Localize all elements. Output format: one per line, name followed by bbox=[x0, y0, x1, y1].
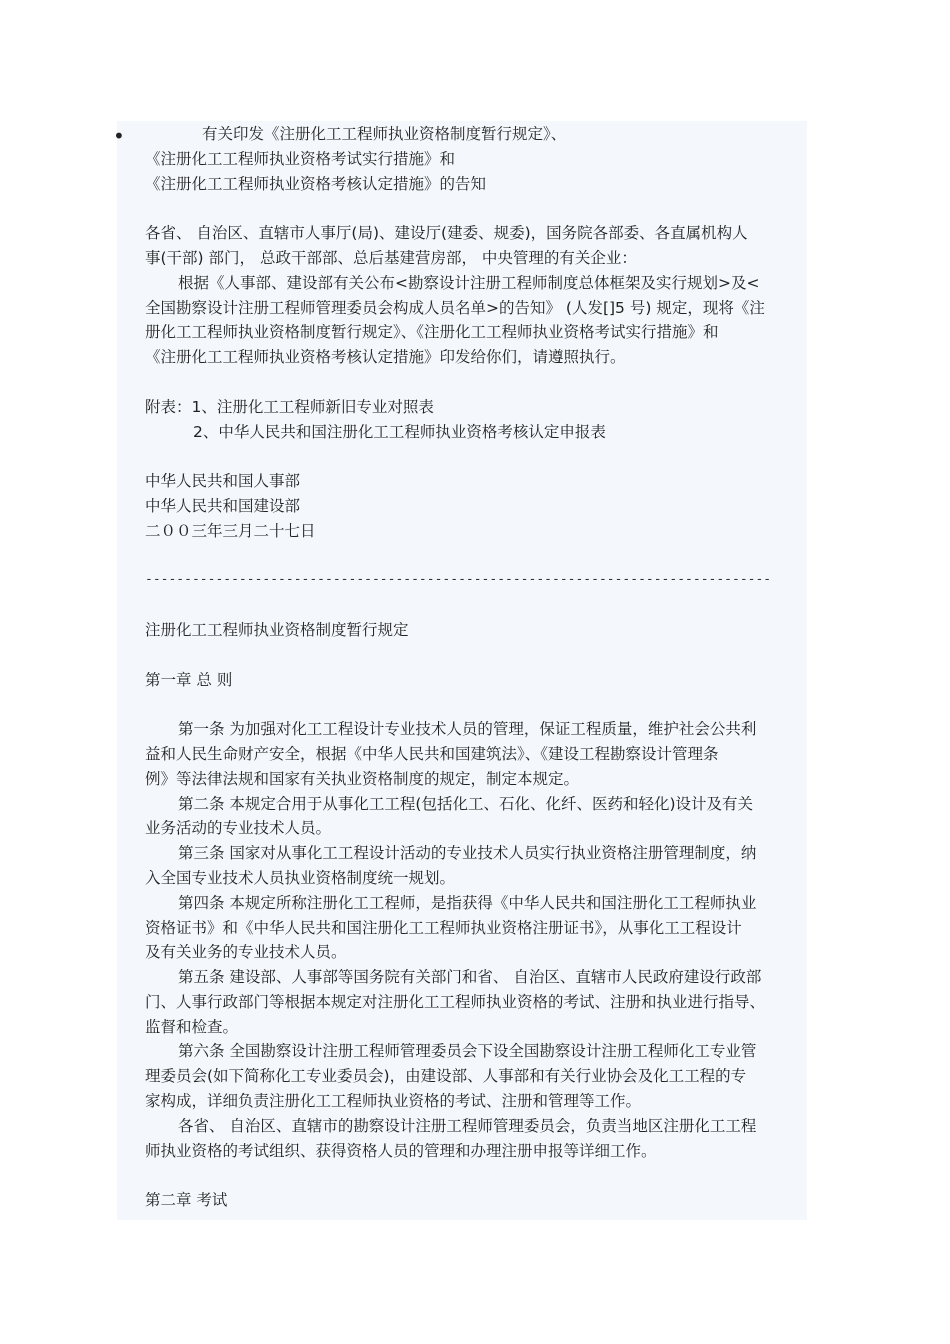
article-2-line-2: 业务活动的专业技术人员。 bbox=[145, 819, 332, 838]
notice-title-line-3: 《注册化工工程师执业资格考核认定措施》的告知 bbox=[145, 174, 487, 193]
article-1-line-3: 例》等法律法规和国家有关执业资格制度的规定，制定本规定。 bbox=[145, 769, 580, 788]
article-5-line-2: 门、人事行政部门等根据本规定对注册化工工程师执业资格的考试、注册和执业进行指导、 bbox=[145, 992, 766, 1011]
article-6-paragraph-2-line-1: 各省、 自治区、直辖市的勘察设计注册工程师管理委员会，负责当地区注册化工工程 bbox=[178, 1116, 757, 1135]
body-line-1: 根据《人事部、建设部有关公布<勘察设计注册工程师制度总体框架及实行规划>及< bbox=[178, 273, 760, 292]
bullet-icon: • bbox=[113, 124, 125, 148]
chapter-2-title: 第二章 考试 bbox=[145, 1191, 228, 1210]
attachment-1: 附表：1、注册化工工程师新旧专业对照表 bbox=[145, 397, 434, 416]
notice-title-line-1: 有关印发《注册化工工程师执业资格制度暂行规定》、 bbox=[202, 125, 567, 143]
attachment-2: 2、中华人民共和国注册化工工程师执业资格考核认定申报表 bbox=[193, 422, 606, 441]
article-5-line-1: 第五条 建设部、人事部等国务院有关部门和省、 自治区、直辖市人民政府建设行政部 bbox=[178, 968, 762, 987]
article-5-line-3: 监督和检查。 bbox=[145, 1017, 239, 1036]
body-line-2: 全国勘察设计注册工程师管理委员会构成人员名单>的告知》 (人发[]5 号) 规定，现将《注 bbox=[145, 298, 765, 317]
article-1-line-1: 第一条 为加强对化工工程设计专业技术人员的管理，保证工程质量，维护社会公共利 bbox=[178, 720, 757, 739]
document-content bbox=[145, 122, 807, 1213]
signature-ministry-construction: 中华人民共和国建设部 bbox=[145, 496, 301, 515]
body-line-3: 册化工工程师执业资格制度暂行规定》、《注册化工工程师执业资格考试实行措施》和 bbox=[145, 323, 719, 342]
regulation-title: 注册化工工程师执业资格制度暂行规定 bbox=[145, 620, 409, 639]
body-line-4: 《注册化工工程师执业资格考核认定措施》印发给你们，请遵照执行。 bbox=[145, 348, 626, 367]
article-4-line-3: 及有关业务的专业技术人员。 bbox=[145, 943, 347, 962]
article-2-line-1: 第二条 本规定合用于从事化工工程(包括化工、石化、化纤、医药和轻化)设计及有关 bbox=[178, 794, 754, 813]
article-6-line-2: 理委员会(如下简称化工专业委员会)，由建设部、人事部和有关行业协会及化工工程的专 bbox=[145, 1067, 747, 1086]
article-4-line-1: 第四条 本规定所称注册化工工程师，是指获得《中华人民共和国注册化工工程师执业 bbox=[178, 893, 757, 912]
article-3-line-1: 第三条 国家对从事化工工程设计活动的专业技术人员实行执业资格注册管理制度，纳 bbox=[178, 844, 757, 863]
signature-date: 二００三年三月二十七日 bbox=[145, 521, 316, 540]
article-4-line-2: 资格证书》和《中华人民共和国注册化工工程师执业资格注册证书》，从事化工工程设计 bbox=[145, 918, 742, 937]
signature-ministry-personnel: 中华人民共和国人事部 bbox=[145, 472, 301, 491]
notice-title-line-2: 《注册化工工程师执业资格考试实行措施》和 bbox=[145, 149, 456, 168]
chapter-1-title: 第一章 总 则 bbox=[145, 670, 233, 689]
article-6-line-1: 第六条 全国勘察设计注册工程师管理委员会下设全国勘察设计注册工程师化工专业管 bbox=[178, 1042, 757, 1061]
section-divider: -------------------------------------------------------------------------------- bbox=[145, 572, 772, 588]
addressee-line-1: 各省、 自治区、直辖市人事厅(局)、建设厅(建委、规委)，国务院各部委、各直属机构人 bbox=[145, 224, 748, 243]
article-3-line-2: 入全国专业技术人员执业资格制度统一规划。 bbox=[145, 868, 456, 887]
article-6-line-3: 家构成，详细负责注册化工工程师执业资格的考试、注册和管理等工作。 bbox=[145, 1092, 642, 1111]
addressee-line-2: 事(干部) 部门， 总政干部部、总后基建营房部， 中央管理的有关企业： bbox=[145, 248, 637, 267]
article-1-line-2: 益和人民生命财产安全，根据《中华人民共和国建筑法》、《建设工程勘察设计管理条 bbox=[145, 744, 719, 763]
article-6-paragraph-2-line-2: 师执业资格的考试组织、获得资格人员的管理和办理注册申报等详细工作。 bbox=[145, 1141, 657, 1160]
